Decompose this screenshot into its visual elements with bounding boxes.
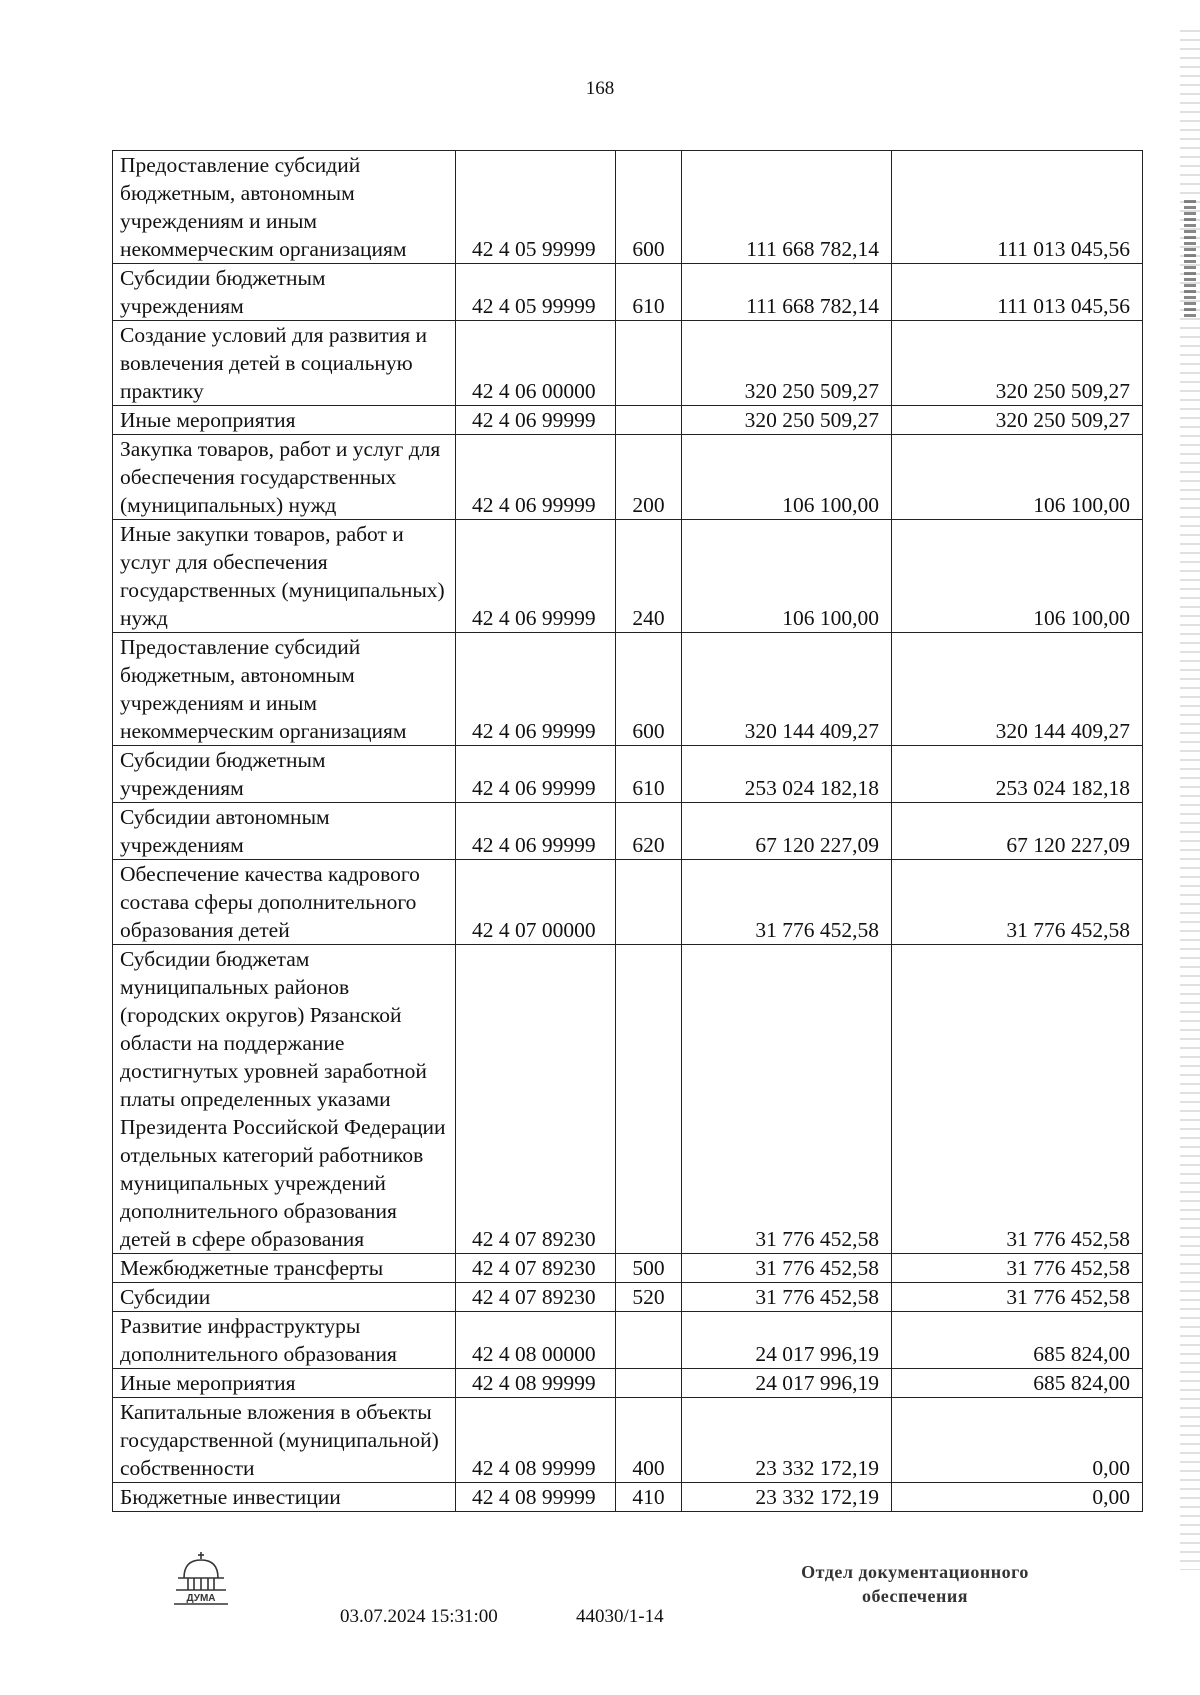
cell-code: 42 4 06 99999 <box>456 746 616 803</box>
cell-expense-type: 600 <box>616 633 682 746</box>
cell-sum-1: 253 024 182,18 <box>682 746 892 803</box>
duma-logo-icon <box>170 1548 232 1608</box>
cell-sum-1: 320 250 509,27 <box>682 321 892 406</box>
cell-sum-2: 685 824,00 <box>892 1312 1143 1369</box>
cell-name: Иные мероприятия <box>113 406 456 435</box>
cell-code: 42 4 05 99999 <box>456 151 616 264</box>
table-row <box>113 406 1143 435</box>
cell-code: 42 4 06 00000 <box>456 321 616 406</box>
cell-name: Иные закупки товаров, работ и услуг для обеспечения государственных (муниципальных) нужд <box>113 520 456 633</box>
cell-code: 42 4 07 89230 <box>456 1283 616 1312</box>
cell-sum-1: 23 332 172,19 <box>682 1398 892 1483</box>
cell-expense-type: 620 <box>616 803 682 860</box>
cell-sum-1: 31 776 452,58 <box>682 1254 892 1283</box>
cell-expense-type <box>616 945 682 1254</box>
table-row <box>113 1398 1143 1483</box>
cell-code: 42 4 06 99999 <box>456 633 616 746</box>
table-row <box>113 1254 1143 1283</box>
cell-sum-2: 320 250 509,27 <box>892 321 1143 406</box>
cell-sum-2: 31 776 452,58 <box>892 1254 1143 1283</box>
table-row <box>113 321 1143 406</box>
cell-sum-1: 31 776 452,58 <box>682 860 892 945</box>
cell-expense-type: 240 <box>616 520 682 633</box>
cell-name: Бюджетные инвестиции <box>113 1483 456 1512</box>
cell-expense-type: 500 <box>616 1254 682 1283</box>
stamp-line-2: обеспечения <box>862 1586 968 1606</box>
stamp-line-1: Отдел документационного <box>801 1562 1029 1582</box>
cell-name: Иные мероприятия <box>113 1369 456 1398</box>
cell-sum-2: 0,00 <box>892 1483 1143 1512</box>
footer-registration-number: 44030/1-14 <box>576 1606 664 1627</box>
cell-name: Создание условий для развития и вовлечения детей в социальную практику <box>113 321 456 406</box>
cell-code: 42 4 08 00000 <box>456 1312 616 1369</box>
cell-sum-2: 253 024 182,18 <box>892 746 1143 803</box>
table-row <box>113 945 1143 1254</box>
cell-code: 42 4 07 89230 <box>456 1254 616 1283</box>
scan-edge-artifact-dark <box>1184 200 1196 320</box>
cell-sum-2: 320 144 409,27 <box>892 633 1143 746</box>
cell-name: Капитальные вложения в объекты государственной (муниципальной) собственности <box>113 1398 456 1483</box>
cell-code: 42 4 06 99999 <box>456 435 616 520</box>
table-row <box>113 860 1143 945</box>
cell-name: Межбюджетные трансферты <box>113 1254 456 1283</box>
cell-sum-1: 106 100,00 <box>682 520 892 633</box>
cell-sum-2: 320 250 509,27 <box>892 406 1143 435</box>
table-row <box>113 1283 1143 1312</box>
cell-expense-type <box>616 1369 682 1398</box>
cell-sum-1: 320 144 409,27 <box>682 633 892 746</box>
cell-sum-2: 106 100,00 <box>892 520 1143 633</box>
table-row <box>113 435 1143 520</box>
cell-sum-2: 31 776 452,58 <box>892 945 1143 1254</box>
cell-sum-2: 111 013 045,56 <box>892 264 1143 321</box>
cell-sum-2: 31 776 452,58 <box>892 1283 1143 1312</box>
cell-name: Субсидии бюджетам муниципальных районов (городских округов) Рязанской области на поддержание достигнутых уровней заработной платы определенных указами Президента Российской Федерации отдельных категорий работников муниципальных учреждений дополнительного образования детей в сфере образования <box>113 945 456 1254</box>
cell-name: Закупка товаров, работ и услуг для обеспечения государственных (муниципальных) нужд <box>113 435 456 520</box>
cell-sum-2: 0,00 <box>892 1398 1143 1483</box>
budget-table <box>112 150 1143 1512</box>
cell-name: Обеспечение качества кадрового состава сферы дополнительного образования детей <box>113 860 456 945</box>
table-row <box>113 803 1143 860</box>
cell-sum-1: 23 332 172,19 <box>682 1483 892 1512</box>
table-row <box>113 264 1143 321</box>
cell-sum-1: 24 017 996,19 <box>682 1369 892 1398</box>
cell-code: 42 4 07 89230 <box>456 945 616 1254</box>
cell-expense-type: 520 <box>616 1283 682 1312</box>
cell-sum-1: 24 017 996,19 <box>682 1312 892 1369</box>
footer-datetime: 03.07.2024 15:31:00 <box>340 1606 498 1627</box>
cell-sum-1: 67 120 227,09 <box>682 803 892 860</box>
cell-expense-type <box>616 1312 682 1369</box>
cell-expense-type <box>616 406 682 435</box>
cell-code: 42 4 05 99999 <box>456 264 616 321</box>
page-number: 168 <box>585 78 615 99</box>
cell-name: Субсидии <box>113 1283 456 1312</box>
table-row <box>113 746 1143 803</box>
cell-code: 42 4 07 00000 <box>456 860 616 945</box>
cell-expense-type: 400 <box>616 1398 682 1483</box>
cell-sum-2: 67 120 227,09 <box>892 803 1143 860</box>
cell-sum-2: 685 824,00 <box>892 1369 1143 1398</box>
duma-logo-text: ДУМА <box>186 1593 216 1604</box>
table-row <box>113 151 1143 264</box>
cell-expense-type: 600 <box>616 151 682 264</box>
cell-name: Предоставление субсидий бюджетным, автономным учреждениям и иным некоммерческим организациям <box>113 151 456 264</box>
budget-table-body <box>113 151 1143 1512</box>
cell-name: Развитие инфраструктуры дополнительного образования <box>113 1312 456 1369</box>
cell-sum-1: 111 668 782,14 <box>682 264 892 321</box>
department-stamp <box>795 1560 1035 1608</box>
cell-expense-type: 200 <box>616 435 682 520</box>
cell-expense-type: 610 <box>616 746 682 803</box>
cell-expense-type: 410 <box>616 1483 682 1512</box>
cell-code: 42 4 06 99999 <box>456 520 616 633</box>
cell-sum-1: 320 250 509,27 <box>682 406 892 435</box>
table-row <box>113 1369 1143 1398</box>
cell-code: 42 4 06 99999 <box>456 406 616 435</box>
cell-code: 42 4 08 99999 <box>456 1369 616 1398</box>
cell-name: Предоставление субсидий бюджетным, автономным учреждениям и иным некоммерческим организациям <box>113 633 456 746</box>
cell-sum-1: 106 100,00 <box>682 435 892 520</box>
cell-sum-2: 31 776 452,58 <box>892 860 1143 945</box>
cell-name: Субсидии бюджетным учреждениям <box>113 264 456 321</box>
cell-sum-1: 111 668 782,14 <box>682 151 892 264</box>
table-row <box>113 520 1143 633</box>
cell-sum-2: 106 100,00 <box>892 435 1143 520</box>
cell-sum-1: 31 776 452,58 <box>682 945 892 1254</box>
cell-sum-1: 31 776 452,58 <box>682 1283 892 1312</box>
cell-code: 42 4 08 99999 <box>456 1398 616 1483</box>
cell-expense-type: 610 <box>616 264 682 321</box>
table-row <box>113 633 1143 746</box>
cell-name: Субсидии автономным учреждениям <box>113 803 456 860</box>
table-row <box>113 1483 1143 1512</box>
cell-code: 42 4 08 99999 <box>456 1483 616 1512</box>
cell-expense-type <box>616 321 682 406</box>
table-row <box>113 1312 1143 1369</box>
cell-sum-2: 111 013 045,56 <box>892 151 1143 264</box>
cell-name: Субсидии бюджетным учреждениям <box>113 746 456 803</box>
cell-code: 42 4 06 99999 <box>456 803 616 860</box>
cell-expense-type <box>616 860 682 945</box>
